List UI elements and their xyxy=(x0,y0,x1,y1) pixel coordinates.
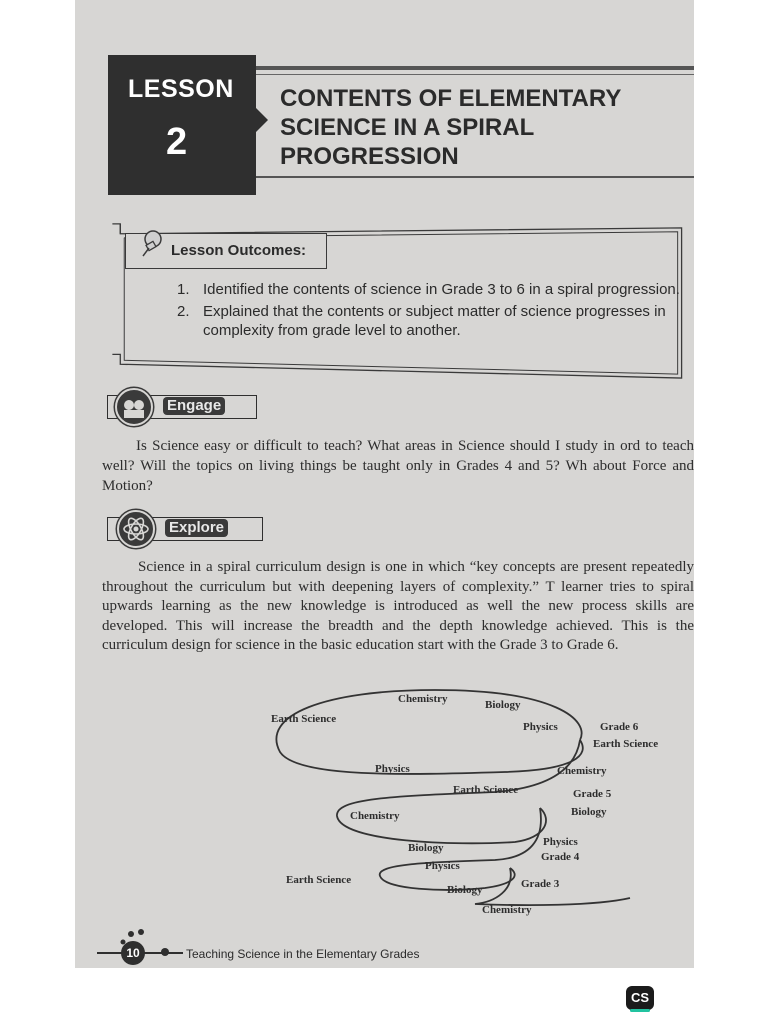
lesson-word: LESSON xyxy=(128,75,234,103)
explore-label: Explore xyxy=(165,519,228,537)
diagram-label: Grade 4 xyxy=(541,851,580,863)
book-title: Teaching Science in the Elementary Grades xyxy=(186,947,420,961)
diagram-label: Grade 5 xyxy=(573,788,612,800)
diagram-label: Physics xyxy=(375,763,410,775)
engage-paragraph: Is Science easy or difficult to teach? What areas in Science should I study in ord to teach well? Will the topics on living things be taught only in Grades 4 and 5? Wh about Force and Motion? xyxy=(102,438,694,494)
diagram-label: Earth Science xyxy=(286,874,352,886)
engage-label: Engage xyxy=(163,397,225,415)
outcome-item xyxy=(177,280,682,299)
diagram-label: Biology xyxy=(408,842,444,854)
diagram-label: Chemistry xyxy=(350,810,400,822)
diagram-label: Biology xyxy=(571,806,607,818)
diagram-label: Chemistry xyxy=(398,693,448,705)
diagram-label: Earth Science xyxy=(593,738,659,750)
lesson-title: CONTENTS OF ELEMENTARY SCIENCE IN A SPIRAL PROGRESSION xyxy=(280,85,621,170)
diagram-label: Chemistry xyxy=(482,904,532,916)
lesson-arrow xyxy=(256,108,268,132)
pushpin-icon xyxy=(133,226,169,262)
outcome-text: Explained that the contents or subject matter of science progresses in complexity from grade level to another. xyxy=(203,303,666,339)
lesson-number: 2 xyxy=(166,121,188,163)
title-rule-bottom xyxy=(256,176,694,178)
outcome-text: Identified the contents of science in Grade 3 to 6 in a spiral progression. xyxy=(203,281,680,298)
people-icon xyxy=(115,388,153,426)
camscanner-logo: CS xyxy=(626,986,654,1010)
outcome-number: 2. xyxy=(177,303,190,320)
book-page xyxy=(75,0,694,968)
diagram-label: Biology xyxy=(447,884,483,896)
outcomes-heading: Lesson Outcomes: xyxy=(171,242,307,259)
diagram-label: Chemistry xyxy=(557,765,607,777)
atom-icon xyxy=(117,510,155,548)
diagram-label: Biology xyxy=(485,699,521,711)
diagram-label: Physics xyxy=(543,836,578,848)
spiral-progression-diagram xyxy=(75,680,694,930)
page-number: 10 xyxy=(121,941,145,965)
diagram-label: Physics xyxy=(523,721,558,733)
title-rule-top xyxy=(256,66,694,70)
diagram-label: Grade 6 xyxy=(600,721,639,733)
diagram-label: Earth Science xyxy=(271,713,337,725)
diagram-label: Earth Science xyxy=(453,784,519,796)
explore-paragraph: Science in a spiral curriculum design is one in which “key concepts are present repeatedly throughout the curriculum but with deepening layers of complexity.” T learner tries to spiral upwards learning as the new knowledge is introduced as well the new process skills are developed. This will increase the breadth and the depth knowledge achieved. This is the curriculum design for science in the basic education start with the Grade 3 to Grade 6. xyxy=(102,559,694,653)
lesson-badge xyxy=(108,55,256,195)
title-rule-top-thin xyxy=(256,74,694,75)
diagram-label: Grade 3 xyxy=(521,878,560,890)
outcome-number: 1. xyxy=(177,281,190,298)
diagram-label: Physics xyxy=(425,860,460,872)
outcomes-list xyxy=(177,280,682,340)
outcome-item xyxy=(177,302,682,340)
